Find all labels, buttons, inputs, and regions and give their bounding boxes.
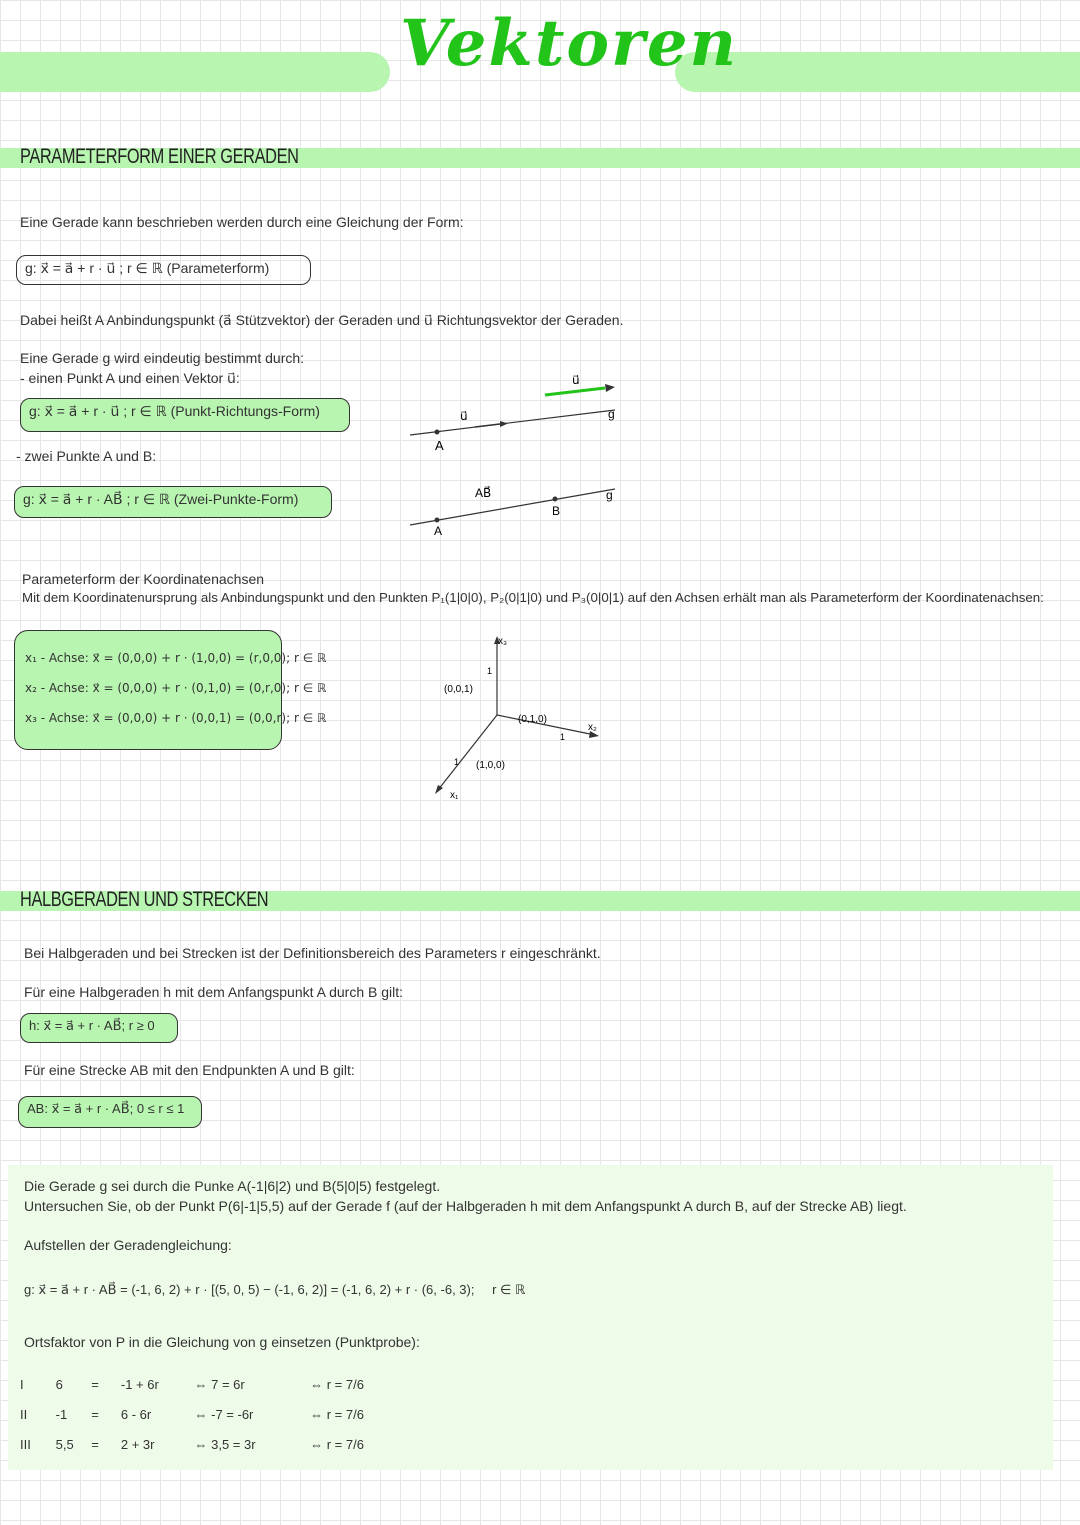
coordinate-system-figure (430, 630, 620, 805)
row-rhs: 6 - 6r (120, 1407, 152, 1422)
probe-table (20, 1370, 364, 1460)
page-title: Vektoren (400, 6, 739, 81)
formula-parameterform: g: x⃗ = a⃗ + r · u⃗ ; r ∈ ℝ (Parameterform) (16, 255, 311, 285)
axes-formula-box (14, 630, 327, 750)
axis-label: x₂ - Achse: (25, 681, 89, 695)
label-B: B (552, 504, 561, 518)
probe-row (20, 1430, 364, 1460)
axis-label: x₁ - Achse: (25, 651, 89, 665)
axes-heading: Parameterform der Koordinatenachsen (22, 571, 265, 587)
label-A: A (434, 524, 443, 538)
probe-row (20, 1370, 364, 1400)
exercise-probe: Ortsfaktor von P in die Gleichung von g einsetzen (Punktprobe): (24, 1334, 420, 1350)
vector-label-x2: (0,1,0) (518, 714, 547, 725)
row-result: ⇔ r = 7/6 (310, 1437, 364, 1452)
tick-one-x2: 1 (560, 732, 566, 742)
row-step: ⇔ 3,5 = 3r (194, 1437, 256, 1452)
equation-domain: r ∈ ℝ (492, 1282, 526, 1297)
line-figure-point-direction (400, 370, 630, 460)
label-g: g (608, 407, 615, 421)
vector-u-on-line (475, 424, 500, 427)
axis-domain: r ∈ ℝ (293, 711, 327, 725)
vector-u-green (545, 388, 605, 395)
point-B (553, 497, 558, 502)
row-step: ⇔ 7 = 6r (194, 1377, 245, 1392)
half-line-intro: Für eine Halbgeraden h mit dem Anfangspunkt A durch B gilt: (24, 984, 404, 1000)
exercise-equation (24, 1282, 525, 1298)
label-AB: AB⃗ (475, 486, 492, 500)
exercise-line2: Untersuchen Sie, ob der Punkt P(6|-1|5,5) auf der Gerade f (auf der Halbgeraden h mit dem Anfangspunkt A durch B, auf der Strecke AB) liegt. (24, 1198, 907, 1214)
section1-heading: PARAMETERFORM EINER GERADEN (20, 145, 299, 168)
section2-heading: HALBGERADEN UND STRECKEN (20, 888, 269, 911)
row-rhs: 2 + 3r (120, 1437, 155, 1452)
exercise-setup: Aufstellen der Geradengleichung: (24, 1237, 232, 1253)
section1-intro: Eine Gerade kann beschrieben werden durch eine Gleichung der Form: (20, 214, 464, 230)
label-x3: x₃ (498, 636, 508, 647)
vector-u-green-head (605, 384, 615, 392)
label-u: u⃗ (460, 409, 468, 423)
equation-body: g: x⃗ = a⃗ + r · AB⃗ = (-1, 6, 2) + r · [(5, 0, 5) − (-1, 6, 2)] = (-1, 6, 2) + r · (6, -6, 3); (24, 1282, 475, 1297)
formula-punkt-richtung: g: x⃗ = a⃗ + r · u⃗ ; r ∈ ℝ (Punkt-Richtungs-Form) (20, 398, 350, 432)
vector-u-arrowhead (500, 421, 508, 427)
axis-row-x1 (25, 643, 327, 673)
axis-row-x3 (25, 703, 327, 733)
line-g (410, 410, 615, 435)
row-result: ⇔ r = 7/6 (310, 1377, 364, 1392)
label-A: A (435, 438, 444, 453)
formula-halbgerade: h: x⃗ = a⃗ + r · AB⃗; r ≥ 0 (20, 1013, 178, 1043)
row-step: ⇔ -7 = -6r (194, 1407, 254, 1422)
unique-intro: Eine Gerade g wird eindeutig bestimmt durch: (20, 350, 305, 366)
axis-row-x2 (25, 673, 327, 703)
point-A (435, 518, 440, 523)
label-g: g (606, 488, 613, 502)
vector-label-x3: (0,0,1) (444, 684, 473, 695)
row-lhs: 6 (55, 1377, 63, 1392)
line-figure-two-points (400, 475, 630, 545)
row-lhs: -1 (55, 1407, 68, 1422)
row-eq: = (91, 1377, 99, 1392)
case2-text: - zwei Punkte A und B: (16, 448, 157, 464)
label-x1: x₁ (450, 790, 459, 801)
exercise-line1: Die Gerade g sei durch die Punke A(-1|6|2) und B(5|0|5) festgelegt. (24, 1178, 441, 1194)
axis-formula: x⃗ = (0,0,0) + r · (0,0,1) = (0,0,r); (92, 711, 291, 725)
row-eq: = (91, 1437, 99, 1452)
tick-one-x3: 1 (487, 666, 493, 676)
axis-formula: x⃗ = (0,0,0) + r · (1,0,0) = (r,0,0); (92, 651, 291, 665)
label-x2: x₂ (588, 722, 597, 733)
probe-row (20, 1400, 364, 1430)
row-rhs: -1 + 6r (120, 1377, 159, 1392)
axis-x1-head (435, 785, 443, 794)
section1-explanation: Dabei heißt A Anbindungspunkt (a⃗ Stützvektor) der Geraden und u⃗ Richtungsvektor der Geraden. (20, 312, 624, 328)
row-number: III (20, 1437, 31, 1452)
vector-label-x1: (1,0,0) (476, 760, 505, 771)
formula-strecke: AB: x⃗ = a⃗ + r · AB⃗; 0 ≤ r ≤ 1 (18, 1096, 202, 1128)
row-result: ⇔ r = 7/6 (310, 1407, 364, 1422)
axis-label: x₃ - Achse: (25, 711, 89, 725)
section2-intro: Bei Halbgeraden und bei Strecken ist der Definitionsbereich des Parameters r eingeschränkt. (24, 945, 601, 961)
axis-domain: r ∈ ℝ (293, 651, 327, 665)
label-u-green: u⃗ (572, 373, 580, 387)
row-lhs: 5,5 (55, 1437, 74, 1452)
title-band-left (0, 52, 390, 92)
tick-one-x1: 1 (454, 757, 460, 767)
point-A (435, 430, 440, 435)
line-g (410, 489, 615, 525)
formula-zwei-punkte: g: x⃗ = a⃗ + r · AB⃗ ; r ∈ ℝ (Zwei-Punkte-Form) (14, 486, 332, 518)
row-number: I (20, 1377, 24, 1392)
case1-text: - einen Punkt A und einen Vektor u⃗: (20, 370, 240, 386)
axis-x1 (438, 715, 497, 790)
row-eq: = (91, 1407, 99, 1422)
axis-formula: x⃗ = (0,0,0) + r · (0,1,0) = (0,r,0); (92, 681, 291, 695)
segment-intro: Für eine Strecke AB mit den Endpunkten A und B gilt: (24, 1062, 355, 1078)
axes-text: Mit dem Koordinatenursprung als Anbindungspunkt und den Punkten P₁(1|0|0), P₂(0|1|0) und P₃(0|0|1) auf den Achsen erhält man als Parameterform der Koordinatenachsen: (22, 590, 1044, 605)
axis-domain: r ∈ ℝ (293, 681, 327, 695)
row-number: II (20, 1407, 28, 1422)
